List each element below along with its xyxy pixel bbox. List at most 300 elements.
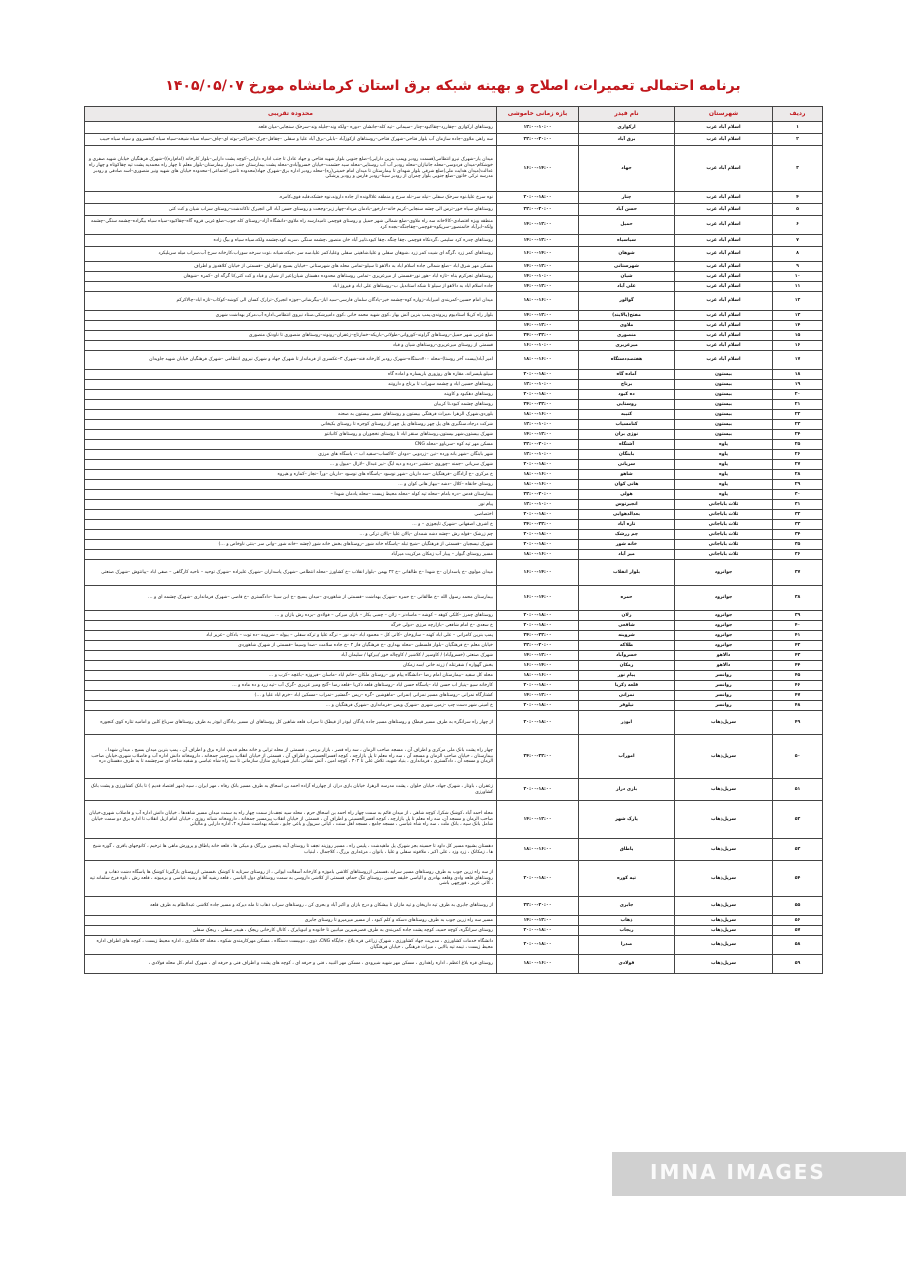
row-feeder: نمرانی xyxy=(579,691,675,701)
row-feeder: چم زرشک xyxy=(579,530,675,540)
row-feeder: ارکوازی xyxy=(579,122,675,134)
row-time: ۱۲:۰۰-۱۰:۰۰ xyxy=(497,122,579,134)
row-number: ۵۹ xyxy=(773,955,823,974)
row-area: دهستان بشیوه مسیر کل داود تا حسینه بجز شهرک پل ماهیدشت ، پلیس راه ، مسیر روزیند نجف تا روستای آینه پنجمین بزرگک و میکی ها ، قلعه خانه پاطاق و پرورش ماهی ها ترخیم ، کانوجهای باقری ، گوره شیخ ها ، زمکانک ، زرد وزد ، علی اکبر ، ملاقوند سفلی و علیا ، بانوان ، مرغداری بزرگ ، کلاجمال ، لبنیاب xyxy=(85,839,497,861)
row-feeder: گوالور xyxy=(579,292,675,311)
row-city: روانسر xyxy=(675,681,773,691)
table-row xyxy=(85,510,823,520)
table-row xyxy=(85,916,823,926)
row-number: ۲۴ xyxy=(773,430,823,440)
row-number: ۵۸ xyxy=(773,936,823,955)
table-row xyxy=(85,661,823,671)
row-area: بلوردی،شهرک الزهرا ،میراث فرهنگی بیستون و روستاهای مسیر بیستون به صحنه xyxy=(85,410,497,420)
table-row xyxy=(85,146,823,192)
row-feeder: میر آباد xyxy=(579,550,675,560)
row-city: اسلام آباد غرب xyxy=(675,235,773,247)
row-area: میدان مولوی –خ پاسداران –خ شهدا –خ طالقانی –خ ۲۲ بهمن –بلوار انقلاب –خ کشاورز –محله انتظامی –شهرک پاسداران –شهرک علیزاده –شهرک توحید – ناحیه کارگاهی – صفی اباد –پیانتوش –شهرک صنعتی xyxy=(85,560,497,586)
row-area: شهرک نیسجبان –قسمتی از فرهنگیان –شیخ تبله –پاسگاه خانه شور –روستاهای بخش خانه شور (چشه –خانه شور –وانی سر –بنتی ناوخاص و …) xyxy=(85,540,497,550)
row-time: ۱۶:۰۰-۱۴:۰۰ xyxy=(497,661,579,671)
row-time: ۱۸:۰۰-۱۶:۰۰ xyxy=(497,550,579,560)
row-number: ۵۶ xyxy=(773,916,823,926)
table-row xyxy=(85,621,823,631)
row-number: ۳۲ xyxy=(773,510,823,520)
row-city: اسلام آباد غرب xyxy=(675,341,773,351)
row-city: بیستون xyxy=(675,390,773,400)
row-time: ۲۰:۰۰-۱۸:۰۰ xyxy=(497,936,579,955)
row-number: ۱۲ xyxy=(773,292,823,311)
row-area: مسکن مهر شرق اباد –ضلع شمالی جاده اسلام اباد به دالاهو تا سیلو–تمامی محله های شهرستانی –خیابان بسیج و اطراف –قسمتی از خیابان کلاهدوز و اطراف xyxy=(85,262,497,272)
row-area: چم زرشک –قوله رش –چشه دشه شمدان –پالان علیا –پالان ترکی و … xyxy=(85,530,497,540)
row-area: محله احمد آباد ،کوشک شکرا، کوچه شاهی ، از میدان قائم به سمت چهار راه احمد بن اسحاق حرم ، محله سید نجف،از سمت چهار راه به سمت میدان مسیر شاهدها ، خیابان دانش اداره آب و فاضلاب شهری،خیابان صاحب الزمان و مسجد آن، سه راه معلم تا پل بازارچه ، کوچه افسرالحسینی و اطراف آن ، قسمتی از خیابان انقلاب پیرمسیر جمخانه ، دارومخانه شبانه روزی ، خیابان امام ازپل انقلاب تا اداره برق دو سمت خیابان شامل بانک سپه ، بانک ملت ، سه راه شاه عباسی ، مسجد جامع ، مسجد اهل سنت ، کیانی سرپول و باغی جایو ، شبکه بهداشت شماره ۲، اداره دارایی و مالیاتی xyxy=(85,801,497,839)
row-city: اسلام آباد غرب xyxy=(675,192,773,204)
row-city: سرپل‌ذهاب xyxy=(675,779,773,801)
row-city: سرپل‌ذهاب xyxy=(675,916,773,926)
row-city: پاوه xyxy=(675,470,773,480)
row-feeder: پاطاق xyxy=(579,839,675,861)
table-row xyxy=(85,292,823,311)
row-feeder: هولی xyxy=(579,490,675,500)
table-row xyxy=(85,380,823,390)
row-time: ۱۴:۰۰-۱۲:۰۰ xyxy=(497,282,579,292)
row-number: ۴۰ xyxy=(773,621,823,631)
row-area: سه راهی ملاوی–جاده سازمان آب بلوار فتاحی–شهرک فتاحی–روستاهای ازکوزآباد –بابلی–برق آباد علیا و سفلی –چقاقل–چرک–تخراکبر–بوته ای–چاف–سیاه سیاه شیخه–سیاه سیاه کیخسروی و سیاه سیاه حبیب xyxy=(85,134,497,146)
row-area: روستای قره بلاغ اعظم ، اداره راهداری ، مسکن مهر شهید شیرودی ، مسکن مهر النبید ، فنی و حرفه ای ، کوچه های پشت و اطراف فنی و حرفه ای ، شهرک امام ،کل محله فولادی ، xyxy=(85,955,497,974)
row-feeder: شروینه xyxy=(579,631,675,641)
row-time: ۲۰:۰۰-۱۸:۰۰ xyxy=(497,861,579,897)
table-row xyxy=(85,400,823,410)
table-row xyxy=(85,390,823,400)
row-time: ۱۲:۰۰-۱۰:۰۰ xyxy=(497,450,579,460)
table-row xyxy=(85,631,823,641)
row-city: جوانرود xyxy=(675,586,773,611)
table-row xyxy=(85,530,823,540)
row-city: سرپل‌ذهاب xyxy=(675,861,773,897)
row-area: روستاهای چشمه کبود،تا کربیان xyxy=(85,400,497,410)
row-city: سرپل‌ذهاب xyxy=(675,735,773,779)
row-city: روانسر xyxy=(675,701,773,711)
row-feeder: زمکان xyxy=(579,661,675,671)
row-feeder: شهرستانی xyxy=(579,262,675,272)
row-feeder: چنار xyxy=(579,192,675,204)
row-number: ۴۷ xyxy=(773,691,823,701)
row-area: از روستاهای جابری به طرف تپه داریخان و تپه مازان تا بیشکان و درج بازان و اکبر آباد و بحری کن ، روستاهای سراب ذهاب تا مله دیرکه و مسیر جاده کلاشی عبدالظام به طرف قلعه xyxy=(85,897,497,916)
row-number: ۱۷ xyxy=(773,351,823,370)
row-area: خیابان معلم –خ فرهنگیان –بلوار فلسطین –محله بهداری –خ فرهنگیان فاز ۲ –خ جاده سلامت –صدا وسیما –قسمتی از شهرک شاهوردی xyxy=(85,641,497,651)
header-num: ردیف xyxy=(773,107,823,122)
row-area: محله کل سفید –بیمارستان امام رضا –دانشگاه پیام نور –روستای ملکان –خانم اباد –ماسان –فیروزه –باغچه –کرب و … xyxy=(85,671,497,681)
table-row xyxy=(85,351,823,370)
table-row xyxy=(85,440,823,450)
row-time: ۱۴:۰۰-۱۲:۰۰ xyxy=(497,262,579,272)
row-number: ۳۴ xyxy=(773,530,823,540)
table-row xyxy=(85,216,823,235)
row-number: ۶ xyxy=(773,216,823,235)
row-feeder: برناج xyxy=(579,380,675,390)
row-area: روستاهای کمر زرد ،گرگه ای شیت کمر زرد ،شوهان سفلی و علیا،شاهینی سفلی وعلیا،کمر علیا،سه سر ،خیکه،شیانه ،توت سرخه سوراب،کارخانه سرخ آب،سراب میله سربلیکرد xyxy=(85,247,497,262)
row-city: ثلاث باباجانی xyxy=(675,530,773,540)
row-time: ۱۲:۰۰-۱۰:۰۰ xyxy=(497,500,579,510)
row-feeder: شوهان xyxy=(579,247,675,262)
row-area: امیر آباد(بیست آخر روستا)–محله ۷۰۰دستگاه–شهرک رودبر کارخانه قند–شهرک ۳–عکسری از فرماندار تا شهرک جهاد و شهرک نیروی انتظامی –شهرک فرهنگیان خیابان شهید جاویدان xyxy=(85,351,497,370)
row-number: ۵۴ xyxy=(773,861,823,897)
row-number: ۱۱ xyxy=(773,282,823,292)
row-area: روستاهای حسین اباد و چشمه سهراب تا برناج و دارونند xyxy=(85,380,497,390)
row-time: ۲۰:۰۰-۱۸:۰۰ xyxy=(497,621,579,631)
row-number: ۱۴ xyxy=(773,321,823,331)
row-feeder: پیام نور xyxy=(579,671,675,681)
row-number: ۴۴ xyxy=(773,661,823,671)
row-feeder: زلان xyxy=(579,611,675,621)
row-feeder: امورآب xyxy=(579,735,675,779)
row-time: ۲۰:۰۰-۱۸:۰۰ xyxy=(497,192,579,204)
row-number: ۲۵ xyxy=(773,440,823,450)
row-city: بیستون xyxy=(675,410,773,420)
row-area: خ مرکزی –خ آزادگان –فرهنگیان –سد داریان –شهر نوسود –پاسگاه های نوسود –داریان –ورآ –نجار –کماره و هیروه xyxy=(85,470,497,480)
table-row xyxy=(85,839,823,861)
row-time: ۲۰:۰۰-۱۸:۰۰ xyxy=(497,701,579,711)
row-number: ۲ xyxy=(773,134,823,146)
row-time: ۲۰:۰۰-۱۸:۰۰ xyxy=(497,711,579,735)
table-row xyxy=(85,540,823,550)
row-time: ۲۰:۰۰-۱۸:۰۰ xyxy=(497,460,579,470)
row-number: ۲۱ xyxy=(773,400,823,410)
row-time: ۱۶:۰۰-۱۴:۰۰ xyxy=(497,586,579,611)
row-time: ۲۰:۰۰-۱۸:۰۰ xyxy=(497,611,579,621)
row-number: ۱۶ xyxy=(773,341,823,351)
row-number: ۲۳ xyxy=(773,420,823,430)
row-number: ۳ xyxy=(773,146,823,192)
row-area: از چهار راه سرانگره به طرف مسیر قیطک و روستاهای مسیر جاده پادگان ابوذر از قیطک تا سراب قلعه شاهین کل روستاهای ان مسیر ،پادگان ابوذر به طرف روستاهای سرباغ کلین و امامیه تتاره کوی کنجوره xyxy=(85,711,497,735)
row-time: ۲۰:۰۰-۱۸:۰۰ xyxy=(497,681,579,691)
row-number: ۳۰ xyxy=(773,490,823,500)
table-row xyxy=(85,586,823,611)
row-feeder: جهاد xyxy=(579,146,675,192)
row-area: روستای سرانگره، کوچه حمید، کوچه پشت جاده کمربندی به طرف قصرشیرین میانبین تا خانوده و انبوبایرک ، کانال کارخانی ریجک ، هیبدر سفلی ، ریجک سفلی xyxy=(85,926,497,936)
row-number: ۱۸ xyxy=(773,370,823,380)
schedule-table xyxy=(84,106,823,974)
row-feeder: خانه شور xyxy=(579,540,675,550)
table-row xyxy=(85,122,823,134)
row-feeder: مفتح(پالایند) xyxy=(579,311,675,321)
row-city: پاوه xyxy=(675,440,773,450)
row-number: ۴۸ xyxy=(773,701,823,711)
row-area: جاده اسلام اباد به دالاهو از سیلو تا شکه استاندیل ب–روستاهای علی اباد و فیروز اباد xyxy=(85,282,497,292)
row-city: روانسر xyxy=(675,691,773,701)
row-area: بیمارستان قدس –دره بامام –محله تپه کوله –محله محیط زیست –محله یادمان شهدا – xyxy=(85,490,497,500)
row-area: روستاهای ارکوازی –چقاررد–چقاکبود–چنار –سیمانی –تپه کله–جانشان –دوره –ولکه وند–جلیله وند–سرخک سنجابی–میان قلعه xyxy=(85,122,497,134)
row-city: اسلام آباد غرب xyxy=(675,216,773,235)
row-time: ۲۲:۰۰-۲۰:۰۰ xyxy=(497,204,579,216)
row-area: پیام نور xyxy=(85,500,497,510)
row-city: دالاهو xyxy=(675,661,773,671)
row-number: ۲۹ xyxy=(773,480,823,490)
row-number: ۴۳ xyxy=(773,651,823,661)
row-city: اسلام آباد غرب xyxy=(675,351,773,370)
row-feeder: سریانی xyxy=(579,460,675,470)
row-number: ۴۲ xyxy=(773,641,823,651)
row-feeder: حمزه xyxy=(579,586,675,611)
watermark-logo: IMNA IMAGES xyxy=(650,1160,826,1184)
row-feeder: بعدالدهوابی xyxy=(579,510,675,520)
row-area: شهرک سریانی –جمنه –چوروی –منشیر –درده و دیه ایگ –نیر عبدال –لارال –میول و … xyxy=(85,460,497,470)
row-number: ۳۱ xyxy=(773,500,823,510)
row-time: ۲۲:۰۰-۲۰:۰۰ xyxy=(497,897,579,916)
row-feeder: پارک شهر xyxy=(579,801,675,839)
table-row xyxy=(85,370,823,380)
table-row xyxy=(85,282,823,292)
row-city: بیستون xyxy=(675,380,773,390)
row-number: ۵۲ xyxy=(773,801,823,839)
table-row xyxy=(85,779,823,801)
row-feeder: ریجاب xyxy=(579,926,675,936)
row-number: ۵۵ xyxy=(773,897,823,916)
table-row xyxy=(85,801,823,839)
row-feeder: برق آباد xyxy=(579,134,675,146)
page-title: برنامه احتمالی تعمیرات، اصلاح و بهینه شبکه برق استان کرمانشاه مورخ ۱۴۰۵/۰۵/۰۷ xyxy=(165,78,741,94)
row-area: خ سعدی –خ امام شافعی –بازارچه مرزی –دولی خرگه xyxy=(85,621,497,631)
table-row xyxy=(85,926,823,936)
row-time: ۱۴:۰۰-۱۲:۰۰ xyxy=(497,321,579,331)
row-number: ۴۵ xyxy=(773,671,823,681)
row-feeder: بازی دراز xyxy=(579,779,675,801)
header-time: بازه زمانی خاموشی xyxy=(497,107,579,122)
row-time: ۲۰:۰۰-۱۸:۰۰ xyxy=(497,926,579,936)
table-row xyxy=(85,321,823,331)
row-number: ۲۶ xyxy=(773,450,823,460)
row-feeder: خسروآباد xyxy=(579,651,675,661)
row-city: بیستون xyxy=(675,430,773,440)
table-row xyxy=(85,500,823,510)
row-area: روستاهای سیاه خور–ترس الی چشه سنجابی–کریم خانه–دارخور–بادمان مرداد–چهار زبر–وجحت و روستای حسن آباد الی انجیرک تاکاندشت–روستای سراب شیان و کت کتی xyxy=(85,204,497,216)
row-time: ۲۴:۰۰-۲۲:۰۰ xyxy=(497,520,579,530)
row-city: بیستون xyxy=(675,370,773,380)
row-city: اسلام آباد غرب xyxy=(675,122,773,134)
row-feeder: جابری xyxy=(579,897,675,916)
row-area: خ اشرف اصفهانی –شهرک تایجوزی – و … xyxy=(85,520,497,530)
row-time: ۲۰:۰۰-۱۸:۰۰ xyxy=(497,390,579,400)
row-time: ۱۶:۰۰-۱۴:۰۰ xyxy=(497,560,579,586)
row-feeder: منصوری xyxy=(579,331,675,341)
row-feeder: آماده گاه xyxy=(579,370,675,380)
table-row xyxy=(85,490,823,500)
header-feeder: نام فیدر xyxy=(579,107,675,122)
row-feeder: شاهو xyxy=(579,470,675,480)
row-number: ۵۰ xyxy=(773,735,823,779)
row-area: چهار راه پشت بانک ملی مرکزی و اطراف آن ، مسجد صاحب الزمان ، سه راه قصر ، بازار بزدمی ، قسمتی از محله ترابی و خانه معلم قدیم، اداره برق و اطراف آن ، پمپ بنزین میدان بسیج ، میدان شهدا ، بیمارستان ، خیابان صاحب الزمان و مسجد آن ، سه راه معلم تا پل بازارچه ، کوچه افسرالحسینی و اطراف آن ، قسمتی از خیابان انقلاب بیرجمیر جمخانه ، دارومخانه دانش اداره آب و فاضلاب شهری،خیابان صاحب الزمان و مسجد آن ، دادگستری ، فرمانداری ، بنیاد شهید، تلاش علی تا ۳۰۲ ، کوچه امین ، آتش نشانی ،انبار شهرداری منازل سازمانی تا سه راه شاه عباسی و شفیه شاخه ای سرچشمه تا به طرف دهستان دره xyxy=(85,735,497,779)
row-city: ثلاث باباجانی xyxy=(675,550,773,560)
table-row xyxy=(85,430,823,440)
row-city: پاوه xyxy=(675,460,773,470)
row-feeder: هانی کوان xyxy=(579,480,675,490)
row-number: ۷ xyxy=(773,235,823,247)
row-number: ۹ xyxy=(773,262,823,272)
row-number: ۳۷ xyxy=(773,560,823,586)
row-area: خ امینی شهر دست چپ –زمین شهری –شهرک ویس –فرمانداری –شهرک فرهنگیان و … xyxy=(85,701,497,711)
row-area: زعفران ، باوتار ، شهرک جهاد، خیابان حلوان ، پشت مدرسه الزهرا، خیابان بازی دراز، از چهارراه آزاده احمد بن اسحاق به طرف مسیر بانک رفاه ، مهر ایران ، سپه (مهر اقتصاد قدیم ) تا بانک کشاورزی و پشت بانک کشاورزی xyxy=(85,779,497,801)
row-feeder: تازه آباد xyxy=(579,520,675,530)
row-area: سیلو،بلیسرانه، مقاره های روزوری باریساره و اماده گاه xyxy=(85,370,497,380)
table-row xyxy=(85,420,823,430)
row-city: جوانرود xyxy=(675,631,773,641)
row-time: ۱۶:۰۰-۱۴:۰۰ xyxy=(497,146,579,192)
row-number: ۱۵ xyxy=(773,331,823,341)
row-city: سرپل‌ذهاب xyxy=(675,936,773,955)
row-time: ۱۸:۰۰-۱۶:۰۰ xyxy=(497,839,579,861)
row-number: ۳۹ xyxy=(773,611,823,621)
row-time: ۲۰:۰۰-۱۸:۰۰ xyxy=(497,779,579,801)
row-city: سرپل‌ذهاب xyxy=(675,801,773,839)
row-feeder: میرعزیزی xyxy=(579,341,675,351)
row-city: جوانرود xyxy=(675,621,773,631)
row-time: ۱۴:۰۰-۱۲:۰۰ xyxy=(497,691,579,701)
row-number: ۵۱ xyxy=(773,779,823,801)
table-row xyxy=(85,641,823,651)
row-time: ۱۸:۰۰-۱۶:۰۰ xyxy=(497,671,579,681)
row-feeder: طلاکه xyxy=(579,641,675,651)
table-row xyxy=(85,204,823,216)
row-area: میدان یار–شهرک نیرو انتظامی(قسمت رودبر وپمپ بنزین دارایی)–ضلع جنوبی بلوار شهید فتاحی و جهاد عادل تا جنب اداره دارایی–کوچه پشت دارایی–بلوار کارخانه (امام(ره))–شهرک فرهنگیان خیابان شهید صفری و خوشکام–میدان فردوسی–محله جانبازان–محله رودبر آب آب روستایی–محله سید حشمت–خیابان خسروآبادی–محله پشت بیمارستان جنب دیوار بیمارستان–بلوار معلم تا چهار راه محمدیه پشت تپه چقاکوتاه و چهار راه عدالت(میدان هدایت ملی)ضلع شرقی بلوار شهدای تا بیمارستان تا میدان امام خمینی(ره)–محله رودبر اداره برق–شهرک جهاد(محدوده تامین اجتماعی)–محدوده خیابان های شهید ونیر منصوری–اسد صادقی و رودبر مدرسه ترکی خاتون–ضلع جنوبی بلوار چمران از رودبر سینا–رودبر فارس و رودبر پزشکی xyxy=(85,146,497,192)
row-city: پاوه xyxy=(675,490,773,500)
row-time: ۱۴:۰۰-۱۲:۰۰ xyxy=(497,311,579,321)
table-row xyxy=(85,701,823,711)
row-feeder: تپه کوره xyxy=(579,861,675,897)
row-area: شهرک صنعتی (خسروآباد) / کاوسپر / کلاشیر / کاوچاله خور /بیرکها / سلیمان آباد xyxy=(85,651,497,661)
row-city: پاوه xyxy=(675,480,773,490)
row-time: ۱۶:۰۰-۱۰:۰۰ xyxy=(497,341,579,351)
row-number: ۲۸ xyxy=(773,470,823,480)
row-area: روستای حانقاه –کلال –دشه –بیهاز هانی کوان و … xyxy=(85,480,497,490)
row-feeder: روستایی xyxy=(579,400,675,410)
row-feeder: ذهاب xyxy=(579,916,675,926)
row-time: ۲۲:۰۰-۲۰:۰۰ xyxy=(497,134,579,146)
row-number: ۳۸ xyxy=(773,586,823,611)
row-time: ۲۰:۰۰-۱۸:۰۰ xyxy=(497,370,579,380)
row-number: ۴۹ xyxy=(773,711,823,735)
row-area: کارخانه سیو –پنیاز اب حسن اباد –پاسگاه حسن اباد –روستاهای قلعه ذکریا –قلعه رضا –گنج ومیر عزیزی –گرک آب –تپه زرد و ده ماده و … xyxy=(85,681,497,691)
row-time: ۲۰:۰۰-۱۸:۰۰ xyxy=(497,540,579,550)
row-time: ۱۴:۰۰-۱۲:۰۰ xyxy=(497,216,579,235)
row-feeder: صدرا xyxy=(579,936,675,955)
table-row xyxy=(85,192,823,204)
row-city: سرپل‌ذهاب xyxy=(675,955,773,974)
table-row xyxy=(85,681,823,691)
row-feeder: ده کبود xyxy=(579,390,675,400)
row-time: ۱۸:۰۰-۱۶:۰۰ xyxy=(497,351,579,370)
row-feeder: ملاوی xyxy=(579,321,675,331)
row-feeder: سیاسیاه xyxy=(579,235,675,247)
row-time: ۱۴:۰۰-۱۲:۰۰ xyxy=(497,430,579,440)
row-number: ۴ xyxy=(773,192,823,204)
row-city: ثلاث باباجانی xyxy=(675,500,773,510)
row-feeder: حسن آباد xyxy=(579,204,675,216)
row-area: روستاهای چمرز –کلکی کوهد – کوشه – ماسادنر – زلان – چمبی بکار – بازان میرکی – فولادی –بزده رش بازان و … xyxy=(85,611,497,621)
row-feeder: فولادی xyxy=(579,955,675,974)
row-area: بلوار راه کربلا استادیوم ریزوندی،پمپ بنزین آتش بهار ،کوی شهید محمد خانی ،کوی دامپزشکی،ستاد نیروی انتظامی،اداره آب،مرکز بهداشت شهری xyxy=(85,311,497,321)
row-city: اسلام آباد غرب xyxy=(675,311,773,321)
row-number: ۴۱ xyxy=(773,631,823,641)
table-row xyxy=(85,861,823,897)
row-number: ۵۷ xyxy=(773,926,823,936)
row-time: ۲۴:۰۰-۲۲:۰۰ xyxy=(497,735,579,779)
table-row xyxy=(85,272,823,282)
row-city: سرپل‌ذهاب xyxy=(675,926,773,936)
table-row xyxy=(85,410,823,420)
row-feeder: شیان xyxy=(579,272,675,282)
row-number: ۴۶ xyxy=(773,681,823,691)
row-area: بخش گهواره / شقرتنله / زرنه خانی /سه زمکان xyxy=(85,661,497,671)
row-area: مسکن مهر تپه کوه –سرباوو –محله CNG xyxy=(85,440,497,450)
table-row xyxy=(85,520,823,530)
row-feeder: قلعه ذکریا xyxy=(579,681,675,691)
row-number: ۳۵ xyxy=(773,540,823,550)
row-city: اسلام آباد غرب xyxy=(675,282,773,292)
row-city: ثلاث باباجانی xyxy=(675,520,773,530)
row-time: ۱۸:۰۰-۱۶:۰۰ xyxy=(497,955,579,974)
table-row xyxy=(85,450,823,460)
table-body xyxy=(85,122,823,974)
row-time: ۱۴:۰۰-۱۲:۰۰ xyxy=(497,651,579,661)
table-row xyxy=(85,331,823,341)
row-city: جوانرود xyxy=(675,641,773,651)
row-city: اسلام آباد غرب xyxy=(675,262,773,272)
table-row xyxy=(85,897,823,916)
row-time: ۱۸:۰۰-۱۶:۰۰ xyxy=(497,292,579,311)
row-number: ۲۲ xyxy=(773,410,823,420)
table-header-row xyxy=(85,107,823,122)
row-time: ۲۰:۰۰-۱۸:۰۰ xyxy=(497,510,579,520)
row-number: ۲۷ xyxy=(773,460,823,470)
row-feeder: نیلوفر xyxy=(579,701,675,711)
row-time: ۱۸:۰۰-۱۶:۰۰ xyxy=(497,470,579,480)
row-city: سرپل‌ذهاب xyxy=(675,897,773,916)
table-row xyxy=(85,550,823,560)
row-area: پمپ بنزین کامرانی – علی اباد کهنه – سازوخان –کانی کل – محمود اباد –تپه نور – نرگه علیا و ترکه سفلی – بیوله – شروینه –ده توت – بادکان –عزیز اباد xyxy=(85,631,497,641)
row-number: ۱ xyxy=(773,122,823,134)
outage-schedule-table xyxy=(85,106,823,974)
row-city: اسلام آباد غرب xyxy=(675,331,773,341)
row-area: میدان امام حسین–کمربندی امیراباد–زواره کوه–چشمه خیر–پادگان سلمان فارسی–سید اباز–بیگرشانی–جوزه انجیرک–ترارک کسان الی کوشه–کوکاب–تازه اباد–چالاکرکم xyxy=(85,292,497,311)
row-number: ۳۳ xyxy=(773,520,823,530)
table-row xyxy=(85,480,823,490)
row-time: ۲۲:۰۰-۲۰:۰۰ xyxy=(497,641,579,651)
row-number: ۵ xyxy=(773,204,823,216)
row-area: شرکت درجاد،سنگبری های پل چهر روستاهای پل چهر از روستای کوجره تا روستای بکیخانی xyxy=(85,420,497,430)
table-row xyxy=(85,134,823,146)
table-row xyxy=(85,460,823,470)
row-city: جوانرود xyxy=(675,560,773,586)
row-city: دالاهو xyxy=(675,651,773,661)
row-area: روستاهای تجرکرم بناه –تازه اباد –هور نور–قسمتی از میرعزیزی –تمامی روستاهای محدوده دهستان شیان(غیر از شیان و قباد و کت کتی)تا گرگه ای –کمره –شوهان xyxy=(85,272,497,282)
row-feeder: بلوار انقلاب xyxy=(579,560,675,586)
row-feeder: ابوذر xyxy=(579,711,675,735)
row-number: ۲۰ xyxy=(773,390,823,400)
row-area: مسیر سه راه زرین جوب به طرف روستاهای دسکه و کلم کبود ، از مسیر میرمیرو تا روستای جابری xyxy=(85,916,497,926)
row-number: ۱۰ xyxy=(773,272,823,282)
row-number: ۵۳ xyxy=(773,839,823,861)
row-city: ثلاث باباجانی xyxy=(675,510,773,520)
row-feeder: بابنگان xyxy=(579,450,675,460)
row-city: اسلام آباد غرب xyxy=(675,134,773,146)
table-row xyxy=(85,470,823,480)
table-row xyxy=(85,235,823,247)
row-feeder: علی آباد xyxy=(579,282,675,292)
row-area: نوه سرخ علیا،نوه سرخک سفلی –نیله سر–نله سرخ و منطقه علاالونده از جاده داروند،نوه خشکه،قلبه قوی،کامره. xyxy=(85,192,497,204)
table-row xyxy=(85,735,823,779)
row-city: روانسر xyxy=(675,671,773,681)
row-area: منطقه ویژه اقتصادی–کالاخانه سه راه ملاوی–ضلع شمالی شهر حمیل و روستای قوچمی تامیدارسه راه ملاوی–دانشگاه آزاد–روستای کله جوب–ضلع غربی قروه گاه–چقاکبود–سیاه سیاه بیگزاده–چشمه سنگی–چشمه ولکه–ابرآباد خانمنصور–سرپکوه–قوچمی–چقاجنگه–بجده کرد xyxy=(85,216,497,235)
table-row xyxy=(85,262,823,272)
row-time: ۲۴:۰۰-۲۲:۰۰ xyxy=(497,631,579,641)
